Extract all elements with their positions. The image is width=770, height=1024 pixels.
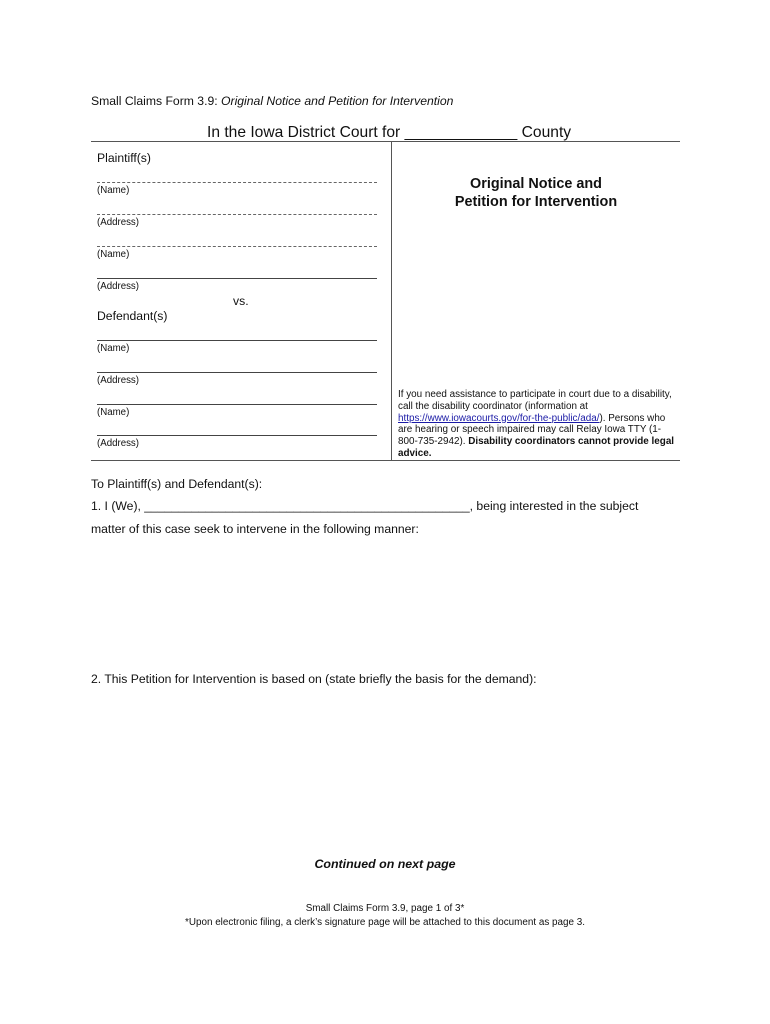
plaintiff-1-address-line[interactable]: [97, 214, 377, 215]
document-title: [400, 175, 672, 211]
disability-notice: [398, 389, 676, 460]
basis-for-demand-area[interactable]: [91, 694, 680, 844]
plaintiff-2-address-label: (Address): [97, 281, 139, 292]
plaintiff-1-name-label: (Name): [97, 185, 130, 196]
plaintiffs-label: Plaintiff(s): [97, 151, 151, 165]
item-1-suffix: , being interested in the subject: [469, 499, 639, 513]
ada-link[interactable]: https://www.iowacourts.gov/for-the-public/ada/: [398, 412, 600, 424]
notice-bold-warning: Disability coordinators cannot provide legal advice.: [398, 436, 675, 459]
versus-label: vs.: [233, 294, 249, 308]
defendant-1-address-label: (Address): [97, 375, 139, 386]
caption-top-rule: [91, 141, 680, 142]
plaintiff-2-name-line[interactable]: [97, 246, 377, 247]
defendant-1-name-label: (Name): [97, 343, 130, 354]
defendant-1-name-line[interactable]: [97, 340, 377, 341]
item-1: [91, 499, 638, 513]
item-2: 2. This Petition for Intervention is based on (state briefly the basis for the demand):: [91, 672, 537, 686]
item-1-prefix: 1. I (We),: [91, 499, 145, 513]
defendant-2-address-line[interactable]: [97, 435, 377, 436]
intervention-manner-area[interactable]: [91, 543, 680, 663]
caption-bottom-rule: [91, 460, 680, 461]
defendant-2-address-label: (Address): [97, 438, 139, 449]
plaintiff-2-address-line[interactable]: [97, 278, 377, 279]
defendant-2-name-line[interactable]: [97, 404, 377, 405]
court-line: In the Iowa District Court for _____________ County: [207, 124, 572, 141]
defendants-label: Defendant(s): [97, 309, 168, 323]
item-1-continuation: matter of this case seek to intervene in the following manner:: [91, 522, 419, 536]
page-footer: Small Claims Form 3.9, page 1 of 3*: [305, 903, 465, 914]
notice-text-1: If you need assistance to participate in court due to a disability, call the disability coordinator (information at: [398, 389, 672, 412]
document-title-line-1: Original Notice and: [470, 176, 602, 192]
document-title-line-2: Petition for Intervention: [454, 194, 618, 210]
caption-divider: [391, 141, 392, 460]
plaintiff-1-address-label: (Address): [97, 217, 139, 228]
footer-note: *Upon electronic filing, a clerk’s signature page will be attached to this document as page 3.: [185, 917, 585, 928]
continued-notice: Continued on next page: [314, 857, 456, 871]
plaintiff-1-name-line[interactable]: [97, 182, 377, 183]
intervenor-name-blank[interactable]: ________________________________________________: [144, 499, 470, 513]
notice-text-2: ). Persons who are hearing or speech impaired may call Relay Iowa TTY (1-800-735-2942).: [398, 412, 666, 448]
plaintiff-2-name-label: (Name): [97, 249, 130, 260]
salutation: To Plaintiff(s) and Defendant(s):: [91, 477, 263, 491]
form-title: Original Notice and Petition for Intervention: [221, 94, 454, 108]
form-label: Small Claims Form 3.9:: [91, 94, 222, 108]
defendant-1-address-line[interactable]: [97, 372, 377, 373]
form-identifier: [91, 94, 453, 108]
defendant-2-name-label: (Name): [97, 407, 130, 418]
